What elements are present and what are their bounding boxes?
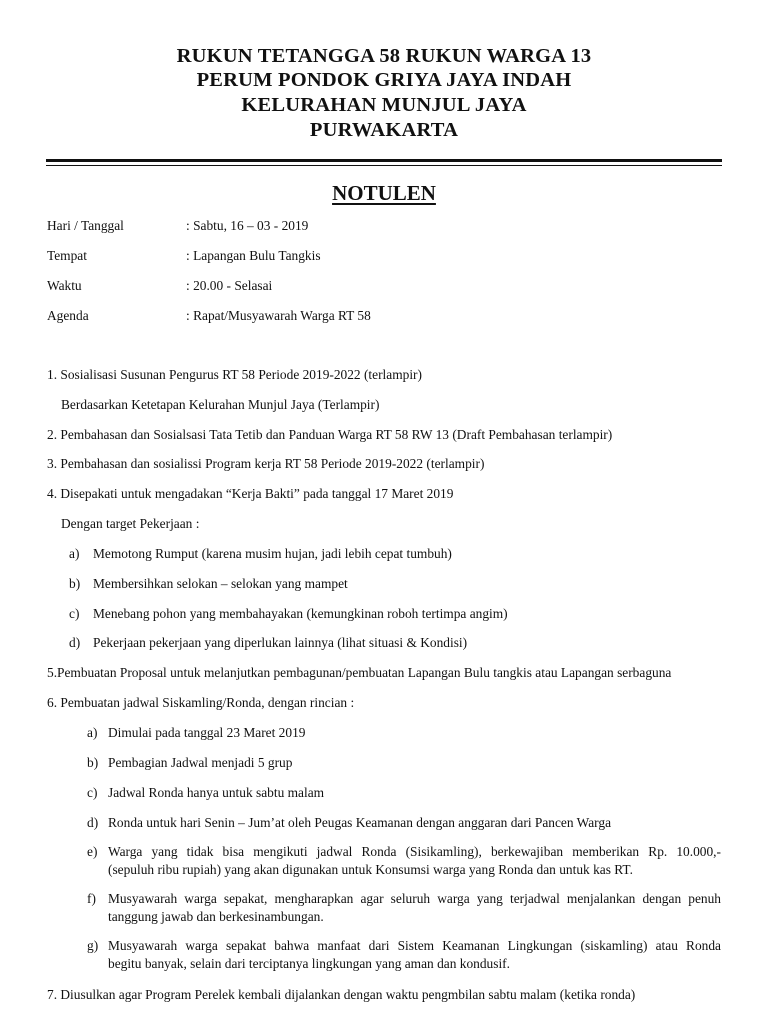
- info-label-time: Waktu: [47, 278, 82, 293]
- sub-item-marker: a): [69, 546, 80, 561]
- letterhead-line-2: PERUM PONDOK GRIYA JAYA INDAH: [196, 69, 572, 91]
- info-value-date: : Sabtu, 16 – 03 - 2019: [186, 218, 309, 233]
- header-divider-thin: [46, 165, 722, 166]
- list-item: 4. Disepakati untuk mengadakan “Kerja Bakti” pada tanggal 17 Maret 2019: [47, 486, 454, 501]
- info-value-time: : 20.00 - Selasai: [186, 278, 273, 293]
- sub-item-text-continued: tanggung jawab dan berkesinambungan.: [108, 909, 324, 924]
- sub-item-marker: g): [87, 938, 99, 953]
- sub-item-marker: b): [69, 576, 81, 591]
- sub-item-text: Pembagian Jadwal menjadi 5 grup: [108, 755, 293, 770]
- list-item: 7. Diusulkan agar Program Perelek kembali dijalankan dengan waktu pengmbilan sabtu malam (ketika ronda): [47, 987, 636, 1002]
- sub-item-marker: c): [87, 785, 98, 800]
- info-value-agenda: : Rapat/Musyawarah Warga RT 58: [186, 308, 371, 323]
- sub-item-text: Musyawarah warga sepakat bahwa manfaat dari Sistem Keamanan Lingkungan (siskamling) atau Ronda: [108, 938, 721, 953]
- sub-item-marker: e): [87, 844, 98, 859]
- info-label-place: Tempat: [47, 248, 87, 263]
- info-label-agenda: Agenda: [47, 308, 89, 323]
- letterhead-line-4: PURWAKARTA: [309, 119, 459, 141]
- list-item-note: Berdasarkan Ketetapan Kelurahan Munjul Jaya (Terlampir): [61, 397, 380, 412]
- sub-item-marker: d): [69, 635, 81, 650]
- info-value-place: : Lapangan Bulu Tangkis: [186, 248, 321, 263]
- sub-item-marker: c): [69, 606, 80, 621]
- info-label-date: Hari / Tanggal: [47, 218, 124, 233]
- sub-item-marker: b): [87, 755, 99, 770]
- sub-item-text: Pekerjaan pekerjaan yang diperlukan lainnya (lihat situasi & Kondisi): [93, 635, 468, 650]
- letterhead-line-1: RUKUN TETANGGA 58 RUKUN WARGA 13: [176, 45, 592, 67]
- list-item: 1. Sosialisasi Susunan Pengurus RT 58 Periode 2019-2022 (terlampir): [47, 367, 422, 382]
- sub-item-marker: f): [87, 891, 96, 906]
- sub-item-text: Musyawarah warga sepakat, mengharapkan agar seluruh warga yang terjadwal menjalankan dengan penuh: [108, 891, 721, 906]
- list-item: 2. Pembahasan dan Sosialsasi Tata Tetib dan Panduan Warga RT 58 RW 13 (Draft Pembahasan terlampir): [47, 427, 613, 442]
- list-item: 6. Pembuatan jadwal Siskamling/Ronda, dengan rincian :: [47, 695, 355, 710]
- document-title: NOTULEN: [332, 181, 436, 205]
- sub-item-text: Memotong Rumput (karena musim hujan, jadi lebih cepat tumbuh): [93, 546, 452, 561]
- sub-item-text: Jadwal Ronda hanya untuk sabtu malam: [108, 785, 325, 800]
- sub-item-text: Warga yang tidak bisa mengikuti jadwal Ronda (Sisikamling), berkewajiban memberikan Rp. 10.000,-: [108, 844, 721, 859]
- list-item-note: Dengan target Pekerjaan :: [61, 516, 200, 531]
- sub-item-marker: a): [87, 725, 98, 740]
- sub-item-text: Membersihkan selokan – selokan yang mampet: [93, 576, 348, 591]
- sub-item-text-continued: begitu banyak, selain dari terciptanya lingkungan yang aman dan kondusif.: [108, 956, 510, 971]
- list-item: 3. Pembahasan dan sosialissi Program kerja RT 58 Periode 2019-2022 (terlampir): [47, 456, 485, 471]
- sub-item-text: Dimulai pada tanggal 23 Maret 2019: [108, 725, 306, 740]
- letterhead-line-3: KELURAHAN MUNJUL JAYA: [241, 94, 527, 116]
- sub-item-text: Menebang pohon yang membahayakan (kemungkinan roboh tertimpa angim): [93, 606, 508, 621]
- sub-item-marker: d): [87, 815, 99, 830]
- sub-item-text: Ronda untuk hari Senin – Jum’at oleh Peugas Keamanan dengan anggaran dari Pancen Warga: [108, 815, 612, 830]
- header-divider-thick: [46, 159, 722, 162]
- list-item: 5.Pembuatan Proposal untuk melanjutkan pembagunan/pembuatan Lapangan Bulu tangkis atau Lapangan serbaguna: [47, 665, 672, 680]
- sub-item-text-continued: (sepuluh ribu rupiah) yang akan digunakan untuk Konsumsi warga yang Ronda dan untuk kas RT.: [108, 862, 633, 877]
